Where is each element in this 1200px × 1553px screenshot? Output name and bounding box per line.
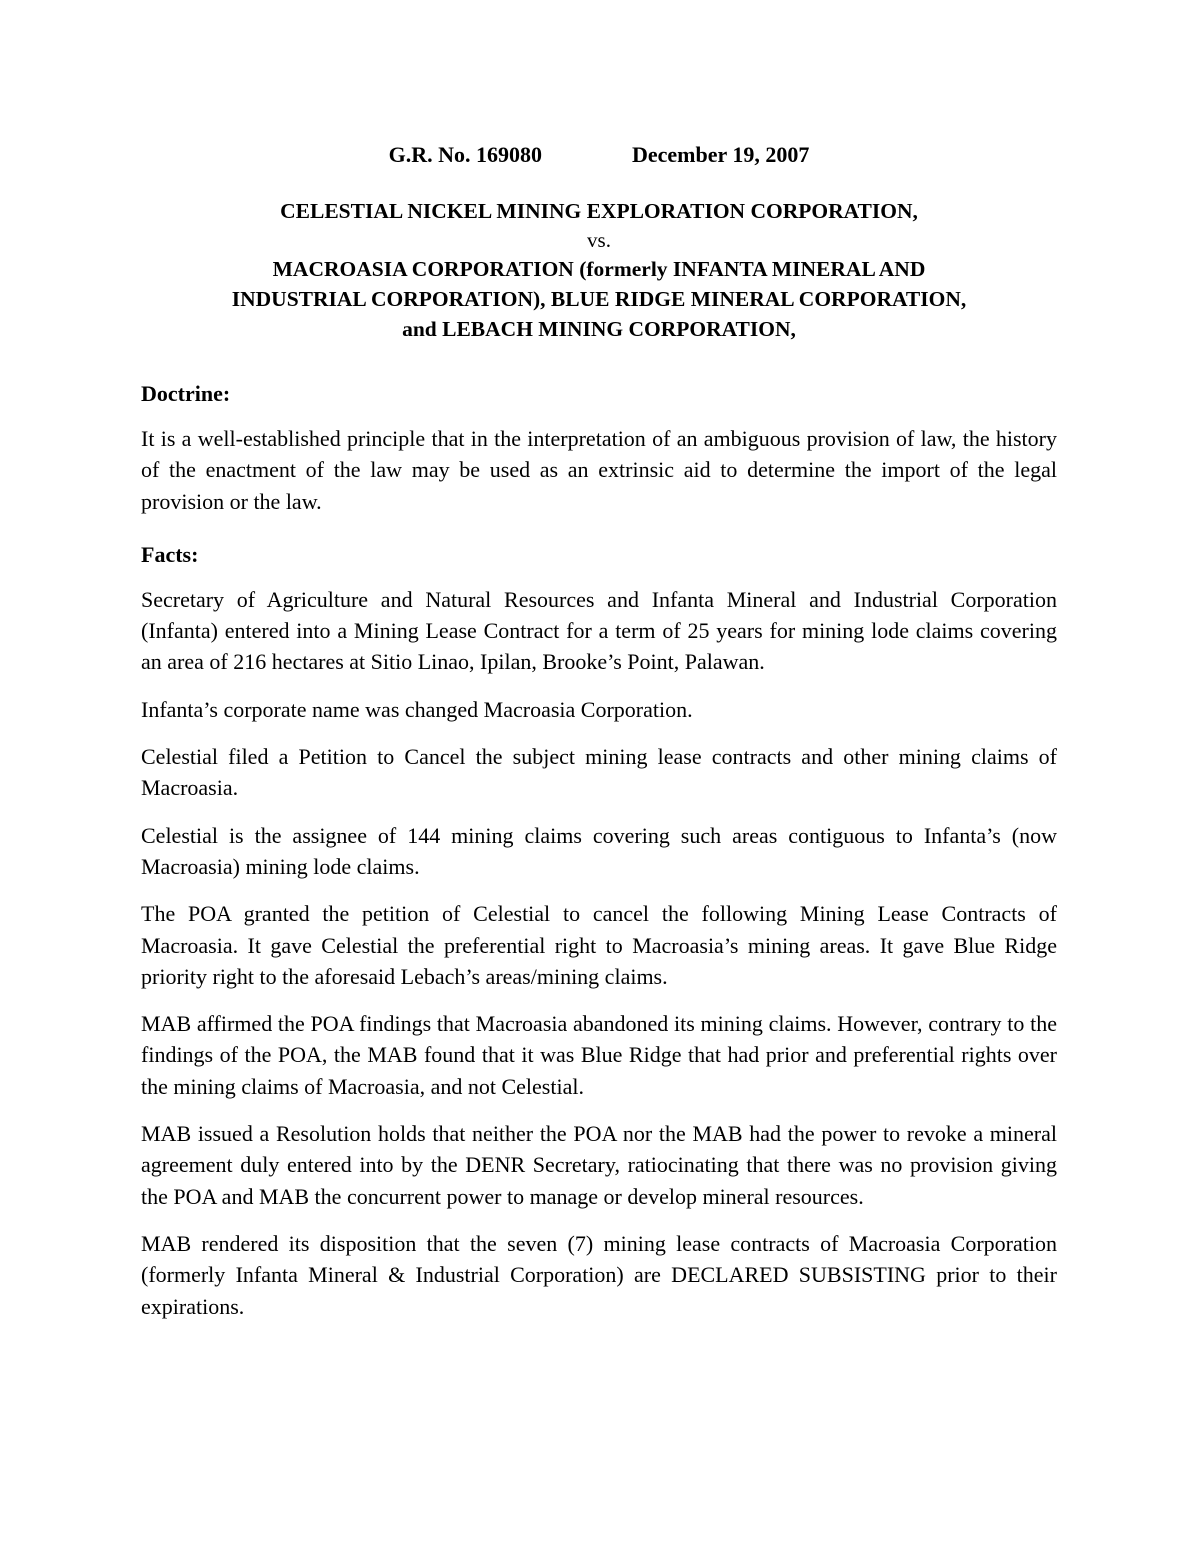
gr-number: G.R. No. 169080 [388,142,542,167]
respondents-line-2: INDUSTRIAL CORPORATION), BLUE RIDGE MINERAL CORPORATION, [231,287,967,311]
facts-paragraph: MAB issued a Resolution holds that neither the POA nor the MAB had the power to revoke a mineral agreement duly entered into by the DENR Secretary, ratiocinating that there was no provision giving the POA and MAB the concurrent power to manage or develop mineral resources. [141,1121,1057,1209]
decision-date: December 19, 2007 [632,142,810,167]
versus-label: vs. [587,228,611,252]
respondents-line-1: MACROASIA CORPORATION (formerly INFANTA MINERAL AND [272,257,926,281]
facts-paragraph: Celestial is the assignee of 144 mining claims covering such areas contiguous to Infanta’s (now Macroasia) mining lode claims. [141,822,1057,879]
facts-heading: Facts: [141,541,199,567]
facts-paragraph: The POA granted the petition of Celestial to cancel the following Mining Lease Contracts of Macroasia. It gave Celestial the preferential right to Macroasia’s mining areas. It gave Blue Ridge priority right to the aforesaid Lebach’s areas/mining claims. [141,901,1057,989]
facts-paragraph: Celestial filed a Petition to Cancel the subject mining lease contracts and other mining claims of Macroasia. [141,744,1057,801]
respondents-line-3: and LEBACH MINING CORPORATION, [402,317,796,341]
case-parties [141,196,1057,344]
document-page [141,140,1057,1338]
doctrine-text: It is a well-established principle that in the interpretation of an ambiguous provision of law, the history of the enactment of the law may be used as an extrinsic aid to determine the import of the legal provision or the law. [141,426,1057,514]
facts-paragraph: Secretary of Agriculture and Natural Resources and Infanta Mineral and Industrial Corporation (Infanta) entered into a Mining Lease Contract for a term of 25 years for mining lode claims covering an area of 216 hectares at Sitio Linao, Ipilan, Brooke’s Point, Palawan. [141,586,1057,675]
doctrine-heading: Doctrine: [141,381,231,406]
facts-paragraph: MAB affirmed the POA findings that Macroasia abandoned its mining claims. However, contrary to the findings of the POA, the MAB found that it was Blue Ridge that had prior and preferential rights over the mining claims of Macroasia, and not Celestial. [141,1011,1057,1099]
facts-paragraph: Infanta’s corporate name was changed Macroasia Corporation. [141,696,693,722]
facts-paragraph: MAB rendered its disposition that the seven (7) mining lease contracts of Macroasia Corporation (formerly Infanta Mineral & Industrial Corporation) are DECLARED SUBSISTING prior to their expirations. [141,1230,1057,1319]
petitioner-name: CELESTIAL NICKEL MINING EXPLORATION CORPORATION, [280,199,918,223]
case-header [141,140,1057,170]
